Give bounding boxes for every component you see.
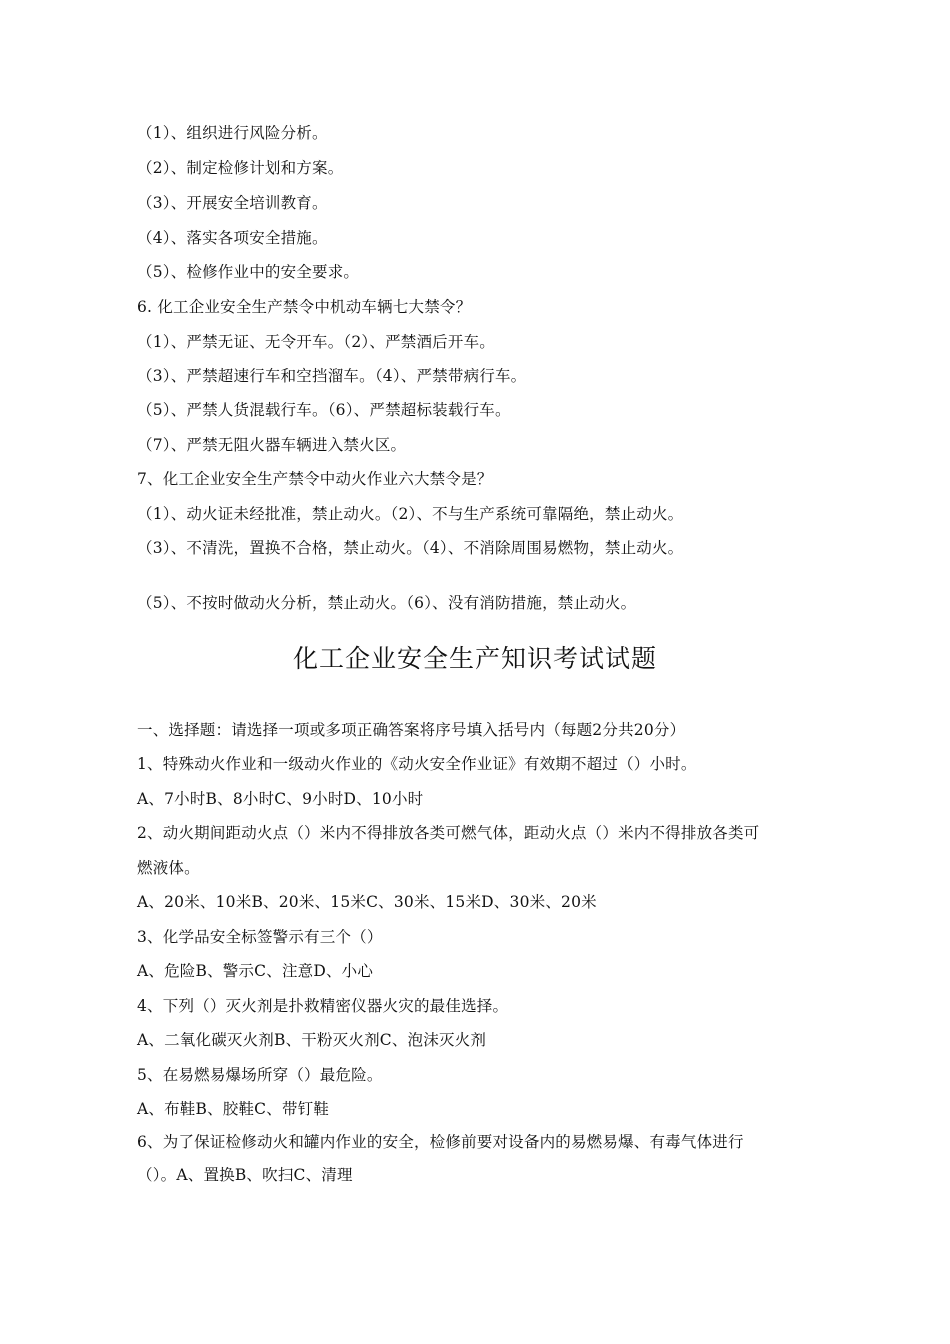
answer-options: A、7小时B、8小时C、9小时D、10小时 xyxy=(137,790,424,808)
answer-options: A、布鞋B、胶鞋C、带钉鞋 xyxy=(137,1100,330,1118)
list-item: （5）、检修作业中的安全要求。 xyxy=(137,263,360,281)
list-item: （3）、开展安全培训教育。 xyxy=(137,194,328,212)
list-item: （7）、严禁无阻火器车辆进入禁火区。 xyxy=(137,436,407,454)
answer-options: A、二氧化碳灭火剂B、干粉灭火剂C、泡沫灭火剂 xyxy=(137,1031,487,1049)
answer-options: （）。A、置换B、吹扫C、清理 xyxy=(137,1166,353,1184)
question-line: 6、为了保证检修动火和罐内作业的安全，检修前要对设备内的易燃易爆、有毒气体进行 xyxy=(137,1133,744,1151)
list-item: （1）、严禁无证、无令开车。（2）、严禁酒后开车。 xyxy=(137,333,495,351)
list-item: （5）、不按时做动火分析，禁止动火。（6）、没有消防措施，禁止动火。 xyxy=(137,594,637,612)
question-line: 4、下列（）灭火剂是扑救精密仪器火灾的最佳选择。 xyxy=(137,997,509,1015)
answer-options: A、20米、10米B、20米、15米C、30米、15米D、30米、20米 xyxy=(137,893,597,911)
answer-options: A、危险B、警示C、注意D、小心 xyxy=(137,962,374,980)
page-title: 化工企业安全生产知识考试试题 xyxy=(292,644,657,673)
list-item: （3）、不清洗，置换不合格，禁止动火。（4）、不消除周围易燃物，禁止动火。 xyxy=(137,539,684,557)
question-heading: 6. 化工企业安全生产禁令中机动车辆七大禁令？ xyxy=(137,298,472,316)
list-item: （1）、动火证未经批准，禁止动火。（2）、不与生产系统可靠隔绝，禁止动火。 xyxy=(137,505,684,523)
list-item: （5）、严禁人货混载行车。（6）、严禁超标装载行车。 xyxy=(137,401,511,419)
question-line: 3、化学品安全标签警示有三个（） xyxy=(137,928,383,946)
list-item: （1）、组织进行风险分析。 xyxy=(137,124,328,142)
question-line: 燃液体。 xyxy=(137,859,200,877)
question-line: 1、特殊动火作业和一级动火作业的《动火安全作业证》有效期不超过（）小时。 xyxy=(137,755,697,773)
question-line: 5、在易燃易爆场所穿（）最危险。 xyxy=(137,1066,383,1084)
list-item: （3）、严禁超速行车和空挡溜车。（4）、严禁带病行车。 xyxy=(137,367,527,385)
question-heading: 7、化工企业安全生产禁令中动火作业六大禁令是？ xyxy=(137,470,493,488)
section-heading: 一、选择题：请选择一项或多项正确答案将序号填入括号内（每题2分共20分） xyxy=(137,721,686,739)
list-item: （4）、落实各项安全措施。 xyxy=(137,229,328,247)
question-line: 2、动火期间距动火点（）米内不得排放各类可燃气体，距动火点（）米内不得排放各类可 xyxy=(137,824,760,842)
list-item: （2）、制定检修计划和方案。 xyxy=(137,159,344,177)
